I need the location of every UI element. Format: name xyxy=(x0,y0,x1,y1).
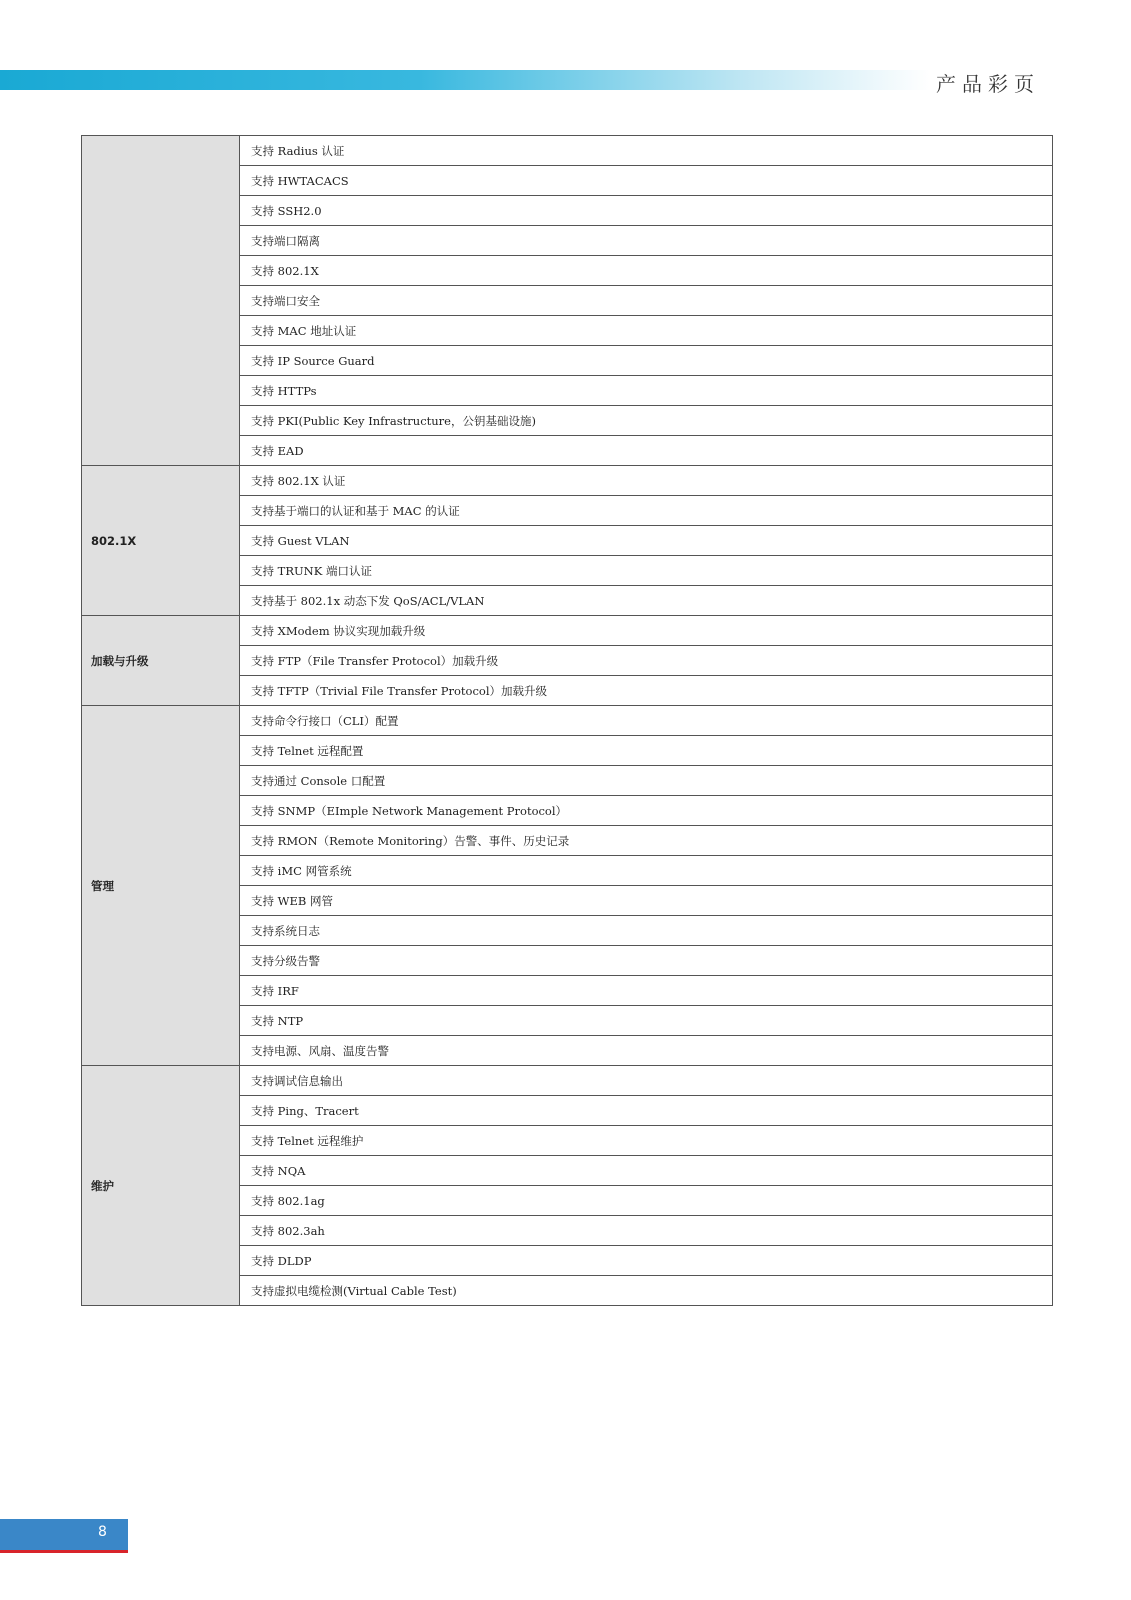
feature-cell: 支持 PKI(Public Key Infrastructure，公钥基础设施) xyxy=(240,406,1053,436)
table-row xyxy=(82,136,1053,166)
feature-cell: 支持 802.1X xyxy=(240,256,1053,286)
feature-cell: 支持 NQA xyxy=(240,1156,1053,1186)
feature-cell: 支持 EAD xyxy=(240,436,1053,466)
feature-cell: 支持 Telnet 远程配置 xyxy=(240,736,1053,766)
feature-cell: 支持 DLDP xyxy=(240,1246,1053,1276)
feature-cell: 支持 802.1ag xyxy=(240,1186,1053,1216)
feature-cell: 支持 HTTPs xyxy=(240,376,1053,406)
category-cell: 维护 xyxy=(82,1066,240,1306)
feature-cell: 支持系统日志 xyxy=(240,916,1053,946)
feature-cell: 支持 FTP（File Transfer Protocol）加载升级 xyxy=(240,646,1053,676)
table-row xyxy=(82,466,1053,496)
category-cell: 管理 xyxy=(82,706,240,1066)
category-cell: 加载与升级 xyxy=(82,616,240,706)
feature-cell: 支持 RMON（Remote Monitoring）告警、事件、历史记录 xyxy=(240,826,1053,856)
feature-cell: 支持 WEB 网管 xyxy=(240,886,1053,916)
page-number: 8 xyxy=(98,1524,107,1540)
feature-cell: 支持 802.1X 认证 xyxy=(240,466,1053,496)
feature-cell: 支持 Telnet 远程维护 xyxy=(240,1126,1053,1156)
feature-cell: 支持 TFTP（Trivial File Transfer Protocol）加载升级 xyxy=(240,676,1053,706)
feature-cell: 支持 Guest VLAN xyxy=(240,526,1053,556)
spec-table xyxy=(81,135,1053,1306)
page-header-title: 产品彩页 xyxy=(936,72,1040,96)
page-number-tab xyxy=(0,1519,128,1553)
feature-cell: 支持 SNMP（EImple Network Management Protocol） xyxy=(240,796,1053,826)
feature-cell: 支持 TRUNK 端口认证 xyxy=(240,556,1053,586)
feature-cell: 支持基于端口的认证和基于 MAC 的认证 xyxy=(240,496,1053,526)
feature-cell: 支持分级告警 xyxy=(240,946,1053,976)
category-cell xyxy=(82,136,240,466)
feature-cell: 支持端口隔离 xyxy=(240,226,1053,256)
table-row xyxy=(82,1066,1053,1096)
feature-cell: 支持电源、风扇、温度告警 xyxy=(240,1036,1053,1066)
feature-cell: 支持虚拟电缆检测(Virtual Cable Test) xyxy=(240,1276,1053,1306)
category-cell: 802.1X xyxy=(82,466,240,616)
feature-cell: 支持 IP Source Guard xyxy=(240,346,1053,376)
feature-cell: 支持 Radius 认证 xyxy=(240,136,1053,166)
feature-cell: 支持调试信息输出 xyxy=(240,1066,1053,1096)
feature-cell: 支持命令行接口（CLI）配置 xyxy=(240,706,1053,736)
feature-cell: 支持 SSH2.0 xyxy=(240,196,1053,226)
feature-cell: 支持 MAC 地址认证 xyxy=(240,316,1053,346)
feature-cell: 支持 IRF xyxy=(240,976,1053,1006)
feature-cell: 支持 HWTACACS xyxy=(240,166,1053,196)
feature-cell: 支持 XModem 协议实现加载升级 xyxy=(240,616,1053,646)
feature-cell: 支持 Ping、Tracert xyxy=(240,1096,1053,1126)
feature-cell: 支持 802.3ah xyxy=(240,1216,1053,1246)
table-row xyxy=(82,616,1053,646)
feature-cell: 支持端口安全 xyxy=(240,286,1053,316)
header-gradient-bar xyxy=(0,70,930,90)
spec-table-body xyxy=(82,136,1053,1306)
feature-cell: 支持基于 802.1x 动态下发 QoS/ACL/VLAN xyxy=(240,586,1053,616)
table-row xyxy=(82,706,1053,736)
feature-cell: 支持通过 Console 口配置 xyxy=(240,766,1053,796)
feature-cell: 支持 iMC 网管系统 xyxy=(240,856,1053,886)
feature-cell: 支持 NTP xyxy=(240,1006,1053,1036)
